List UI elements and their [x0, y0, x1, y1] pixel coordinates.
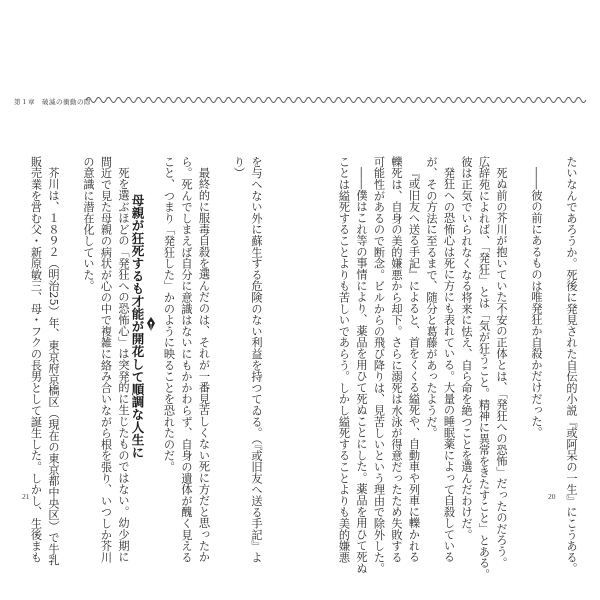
running-head: 第１章 破滅の衝動の際 [14, 98, 91, 106]
section-heading [130, 156, 156, 496]
pen-nib-icon [146, 317, 156, 331]
text-column: ――彼の前にあるものは唯発狂か自殺かだけだった。 [530, 167, 543, 439]
text-column: ――僕はこれ等の事情により、薬品を用ひて死ぬことにした。薬品を用ひて死ぬ [355, 167, 368, 574]
section-heading-text: 母親が狂死するも才能が開花して順調な人生に [130, 193, 145, 459]
text-column: 彼は正気でいられなくなる将来に怯え、自ら命を絶つことを選んだわけだ。 [460, 156, 473, 541]
text-column: ことは縊死することよりも苦しいであらう。しかし縊死することよりも美的嫌悪 [337, 156, 351, 563]
text-column: 死ぬ前の芥川が抱いていた不安の正体とは、「発狂への恐怖」だったのだろう。 [495, 167, 508, 569]
page-number-left: 21 [22, 492, 30, 501]
text-column: 『或旧友へ送る手記』によると、首をくくる縊死や、自動車や列車に轢かれる [407, 167, 421, 563]
page-number-right: 20 [548, 492, 556, 501]
text-column: 販売業を営む父・新原敏三、母・フクの長男として誕生した。しかし、生後まも [29, 156, 43, 563]
text-column: ら。死んでしまえば自分に意識はないにもかかわらず、自身の遺体が醜く見える [180, 156, 193, 563]
text-column [510, 156, 528, 496]
text-column: こと、つまり「発狂した」かのように映ることを恐れたのだ。 [162, 156, 176, 473]
text-column: 轢死は、自身の美的嫌悪から却下。さらに溺死は水泳が得意だったため失敗する [390, 156, 403, 563]
text-column: 間近で見た母親の病状が心の中で複雑に絡み合いながら根を張り、いつしか芥川 [99, 156, 113, 563]
left-page [27, 156, 265, 566]
text-column: 可能性があるので断念。ビルからの飛び降りは、見苦しいという理由で除外した。 [372, 156, 386, 575]
text-column: 死を選ぶほどの「発狂への恐怖心」は突発的に生じたものではない。幼少期に [117, 167, 130, 563]
text-column: 最終的に服毒自殺を選んだのは、それが一番見苦しくない死に方だと思ったか [197, 167, 211, 563]
text-column [62, 156, 80, 496]
text-column: 発狂への恐怖心は死に方にも表れている。大量の睡眠薬によって自殺している [442, 167, 456, 563]
text-column: たいなんであろうか。死後に発見された自伝的小説『或阿呆の一生』にこうある。 [565, 156, 578, 575]
text-column: り） [232, 156, 246, 179]
text-column: 広辞苑によれば、「発狂」とは「気が狂うこと。精神に異常をきたすこと」とある。 [477, 156, 491, 580]
wave-rule [86, 94, 586, 106]
text-column: を与へない外に蘇生する危険のない利益を持つてゐる。（『或旧友へ送る手記』よ [250, 156, 263, 563]
text-column: が、その方法に至るまで、随分と葛藤があったようだ。 [425, 156, 438, 439]
text-column: の意識に潜在化していた。 [82, 156, 95, 292]
text-column [545, 156, 563, 496]
text-column: 芥川は、１８９２（明治25）年、東京府京橋区（現在の東京都中央区）で牛乳 [47, 167, 60, 566]
text-column [213, 156, 231, 496]
